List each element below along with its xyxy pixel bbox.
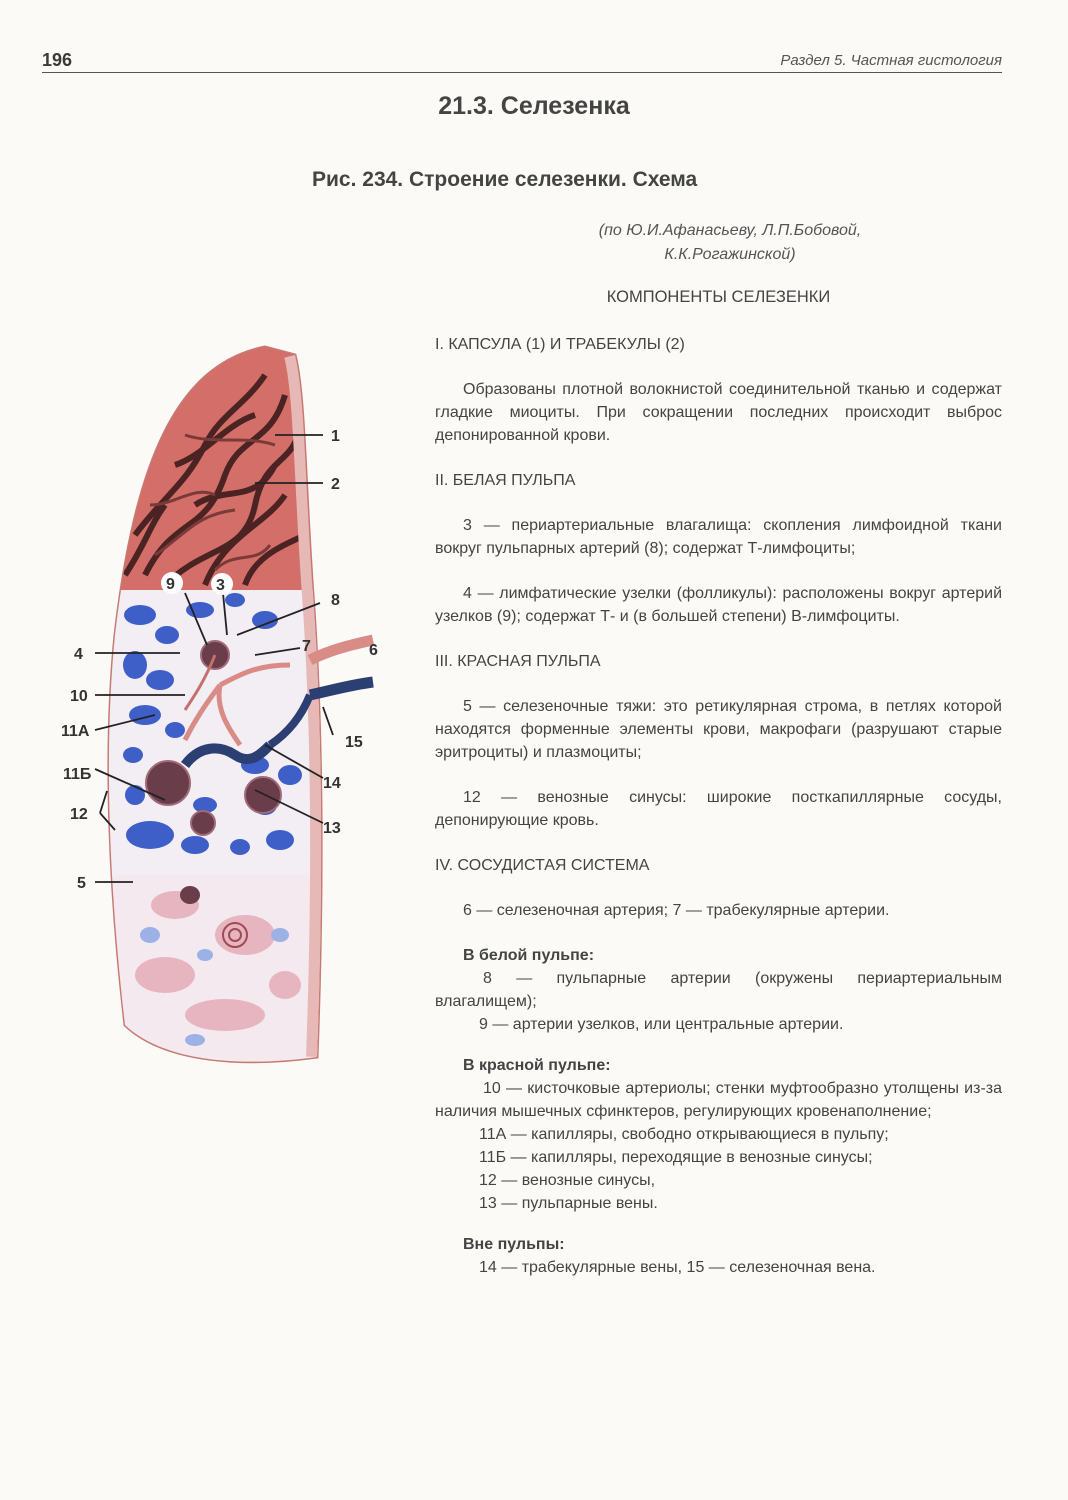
components-title: КОМПОНЕНТЫ СЕЛЕЗЕНКИ xyxy=(606,288,831,306)
label-11b: 11Б xyxy=(63,766,92,783)
white-pulp-item-4: 4 — лимфатические узелки (фолликулы): расположены вокруг артерий узелков (9); содержат Т- и (в большей степени) В-лимфоциты. xyxy=(435,585,1002,625)
vascular-heading: IV. СОСУДИСТАЯ СИСТЕМА xyxy=(435,857,650,874)
white-pulp-heading: II. БЕЛАЯ ПУЛЬПА xyxy=(435,472,576,489)
red-pulp-item-5: 5 — селезеночные тяжи: это ретикулярная строма, в петлях которой находятся форменные элементы крови, макрофаги (разрушают старые эритроциты) и плазмоциты; xyxy=(435,698,1002,761)
figure-credit xyxy=(540,219,920,267)
figure-credit-line: К.К.Рогажинской) xyxy=(664,246,796,263)
macrophage xyxy=(180,886,200,904)
label-10: 10 xyxy=(70,688,88,705)
label-4: 4 xyxy=(74,646,83,663)
label-3: 3 xyxy=(216,577,225,594)
vascular-item-11a: 11А — капилляры, свободно открывающиеся в пульпу; xyxy=(479,1126,889,1143)
vascular-item-6-7: 6 — селезеночная артерия; 7 — трабекулярные артерии. xyxy=(463,902,890,919)
label-15: 15 xyxy=(345,734,363,751)
label-9: 9 xyxy=(166,576,175,593)
label-12: 12 xyxy=(70,806,88,823)
capsule-heading: I. КАПСУЛА (1) И ТРАБЕКУЛЫ (2) xyxy=(435,336,685,353)
figure-credit-line: (по Ю.И.Афанасьеву, Л.П.Бобовой, xyxy=(598,222,862,239)
splenic-artery xyxy=(310,640,373,660)
section-title: 21.3. Селезенка xyxy=(438,92,630,120)
label-5: 5 xyxy=(77,875,86,892)
label-11a: 11А xyxy=(61,723,90,740)
label-14: 14 xyxy=(323,775,341,792)
red-pulp-subheading: В красной пульпе: xyxy=(463,1057,611,1074)
vascular-item-12: 12 — венозные синусы, xyxy=(479,1172,656,1189)
label-8: 8 xyxy=(331,592,340,609)
vascular-item-14-15: 14 — трабекулярные вены, 15 — селезеночная вена. xyxy=(479,1259,876,1276)
vascular-item-8: 8 — пульпарные артерии (окружены периартериальным влагалищем); xyxy=(435,970,1002,1010)
white-pulp-subheading: В белой пульпе: xyxy=(463,947,595,964)
header-rule xyxy=(42,72,1002,73)
label-1: 1 xyxy=(331,428,340,445)
label-6: 6 xyxy=(369,642,378,659)
vascular-item-10: 10 — кисточковые артериолы; стенки муфтообразно утолщены из-за наличия мышечных сфинктеров, регулирующих кровенаполнение; xyxy=(435,1080,1002,1120)
label-2: 2 xyxy=(331,476,340,493)
vascular-item-11b: 11Б — капилляры, переходящие в венозные синусы; xyxy=(479,1149,873,1166)
label-13: 13 xyxy=(323,820,341,837)
spacer xyxy=(435,1036,1002,1054)
vascular-item-13: 13 — пульпарные вены. xyxy=(479,1195,658,1212)
white-pulp-item-3: 3 — периартериальные влагалища: скопления лимфоидной ткани вокруг пульпарных артерий (8); содержат Т-лимфоциты; xyxy=(435,517,1002,557)
components-column xyxy=(435,286,1002,1279)
capsule-text: Образованы плотной волокнистой соединительной тканью и содержат гладкие миоциты. При сокращении последних происходит выброс депонированной крови. xyxy=(435,381,1002,444)
spacer xyxy=(435,1215,1002,1233)
label-7: 7 xyxy=(302,638,311,655)
red-pulp-heading: III. КРАСНАЯ ПУЛЬПА xyxy=(435,653,601,670)
outside-pulp-subheading: Вне пульпы: xyxy=(463,1236,565,1253)
page-number: 196 xyxy=(42,50,73,70)
red-pulp-item-12: 12 — венозные синусы: широкие посткапиллярные сосуды, депонирующие кровь. xyxy=(435,789,1002,829)
spleen-diagram xyxy=(55,335,395,1075)
running-head: Раздел 5. Частная гистология xyxy=(780,52,1002,69)
figure-title: Рис. 234. Строение селезенки. Схема xyxy=(312,168,698,191)
vascular-item-9: 9 — артерии узелков, или центральные артерии. xyxy=(479,1016,844,1033)
